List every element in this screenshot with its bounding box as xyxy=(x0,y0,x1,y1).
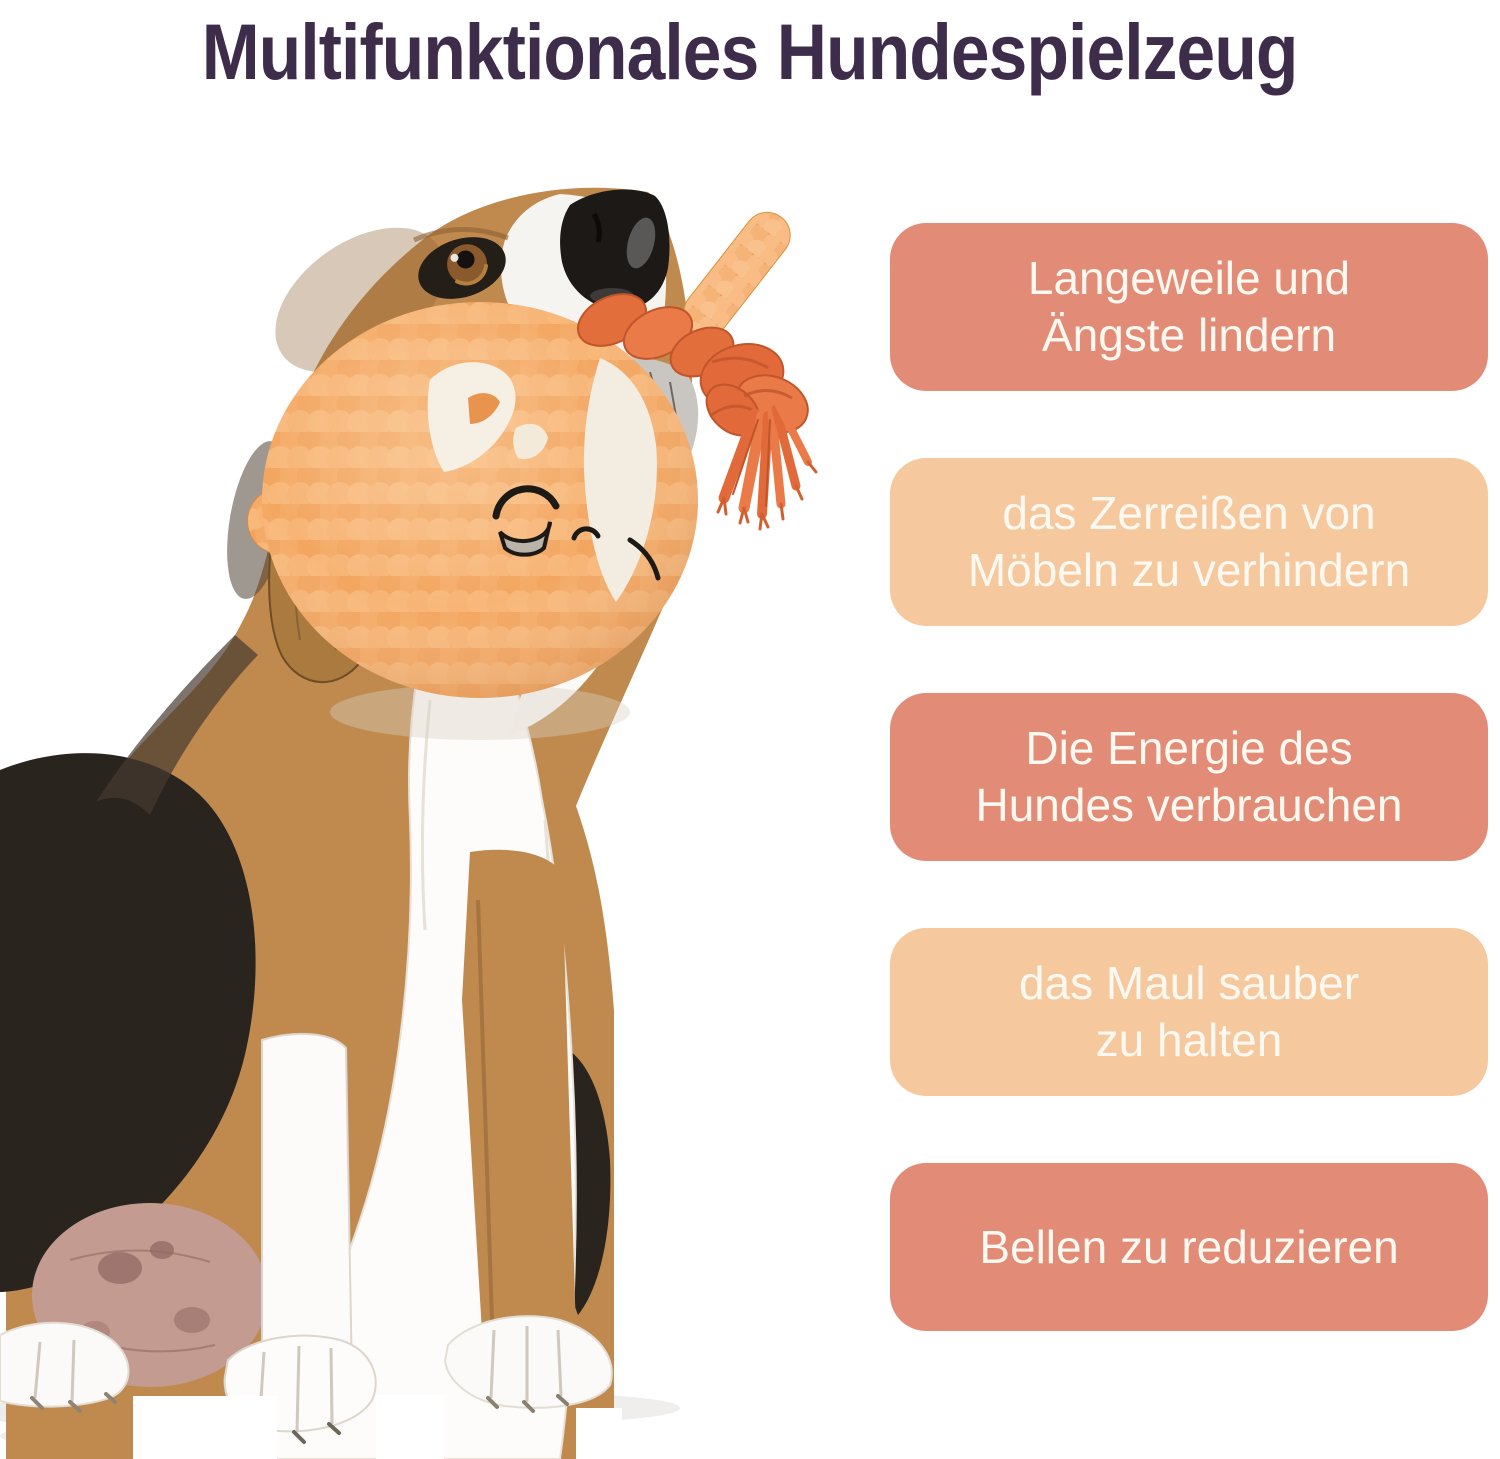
benefit-line: Die Energie des xyxy=(1025,722,1353,774)
benefit-line: Bellen zu reduzieren xyxy=(979,1220,1399,1273)
benefit-badge-2 xyxy=(890,458,1488,626)
benefit-line: Möbeln zu verhindern xyxy=(967,544,1411,596)
benefit-line: Langeweile und xyxy=(1027,252,1351,304)
benefit-line: Ängste lindern xyxy=(1041,309,1337,361)
benefit-badge-3 xyxy=(890,693,1488,861)
benefit-badge-list xyxy=(890,223,1488,1398)
benefit-line: das Zerreißen von xyxy=(1002,487,1376,539)
benefit-badge-5 xyxy=(890,1163,1488,1331)
benefit-badge-1 xyxy=(890,223,1488,391)
benefit-line: das Maul sauber xyxy=(1018,957,1360,1009)
page-title-text: Multifunktionales Hundespielzeug xyxy=(202,7,1298,96)
benefit-line: zu halten xyxy=(1095,1014,1283,1066)
toy-tail-knob xyxy=(675,203,800,345)
benefit-badge-4 xyxy=(890,928,1488,1096)
benefit-line: Hundes verbrauchen xyxy=(975,779,1403,831)
